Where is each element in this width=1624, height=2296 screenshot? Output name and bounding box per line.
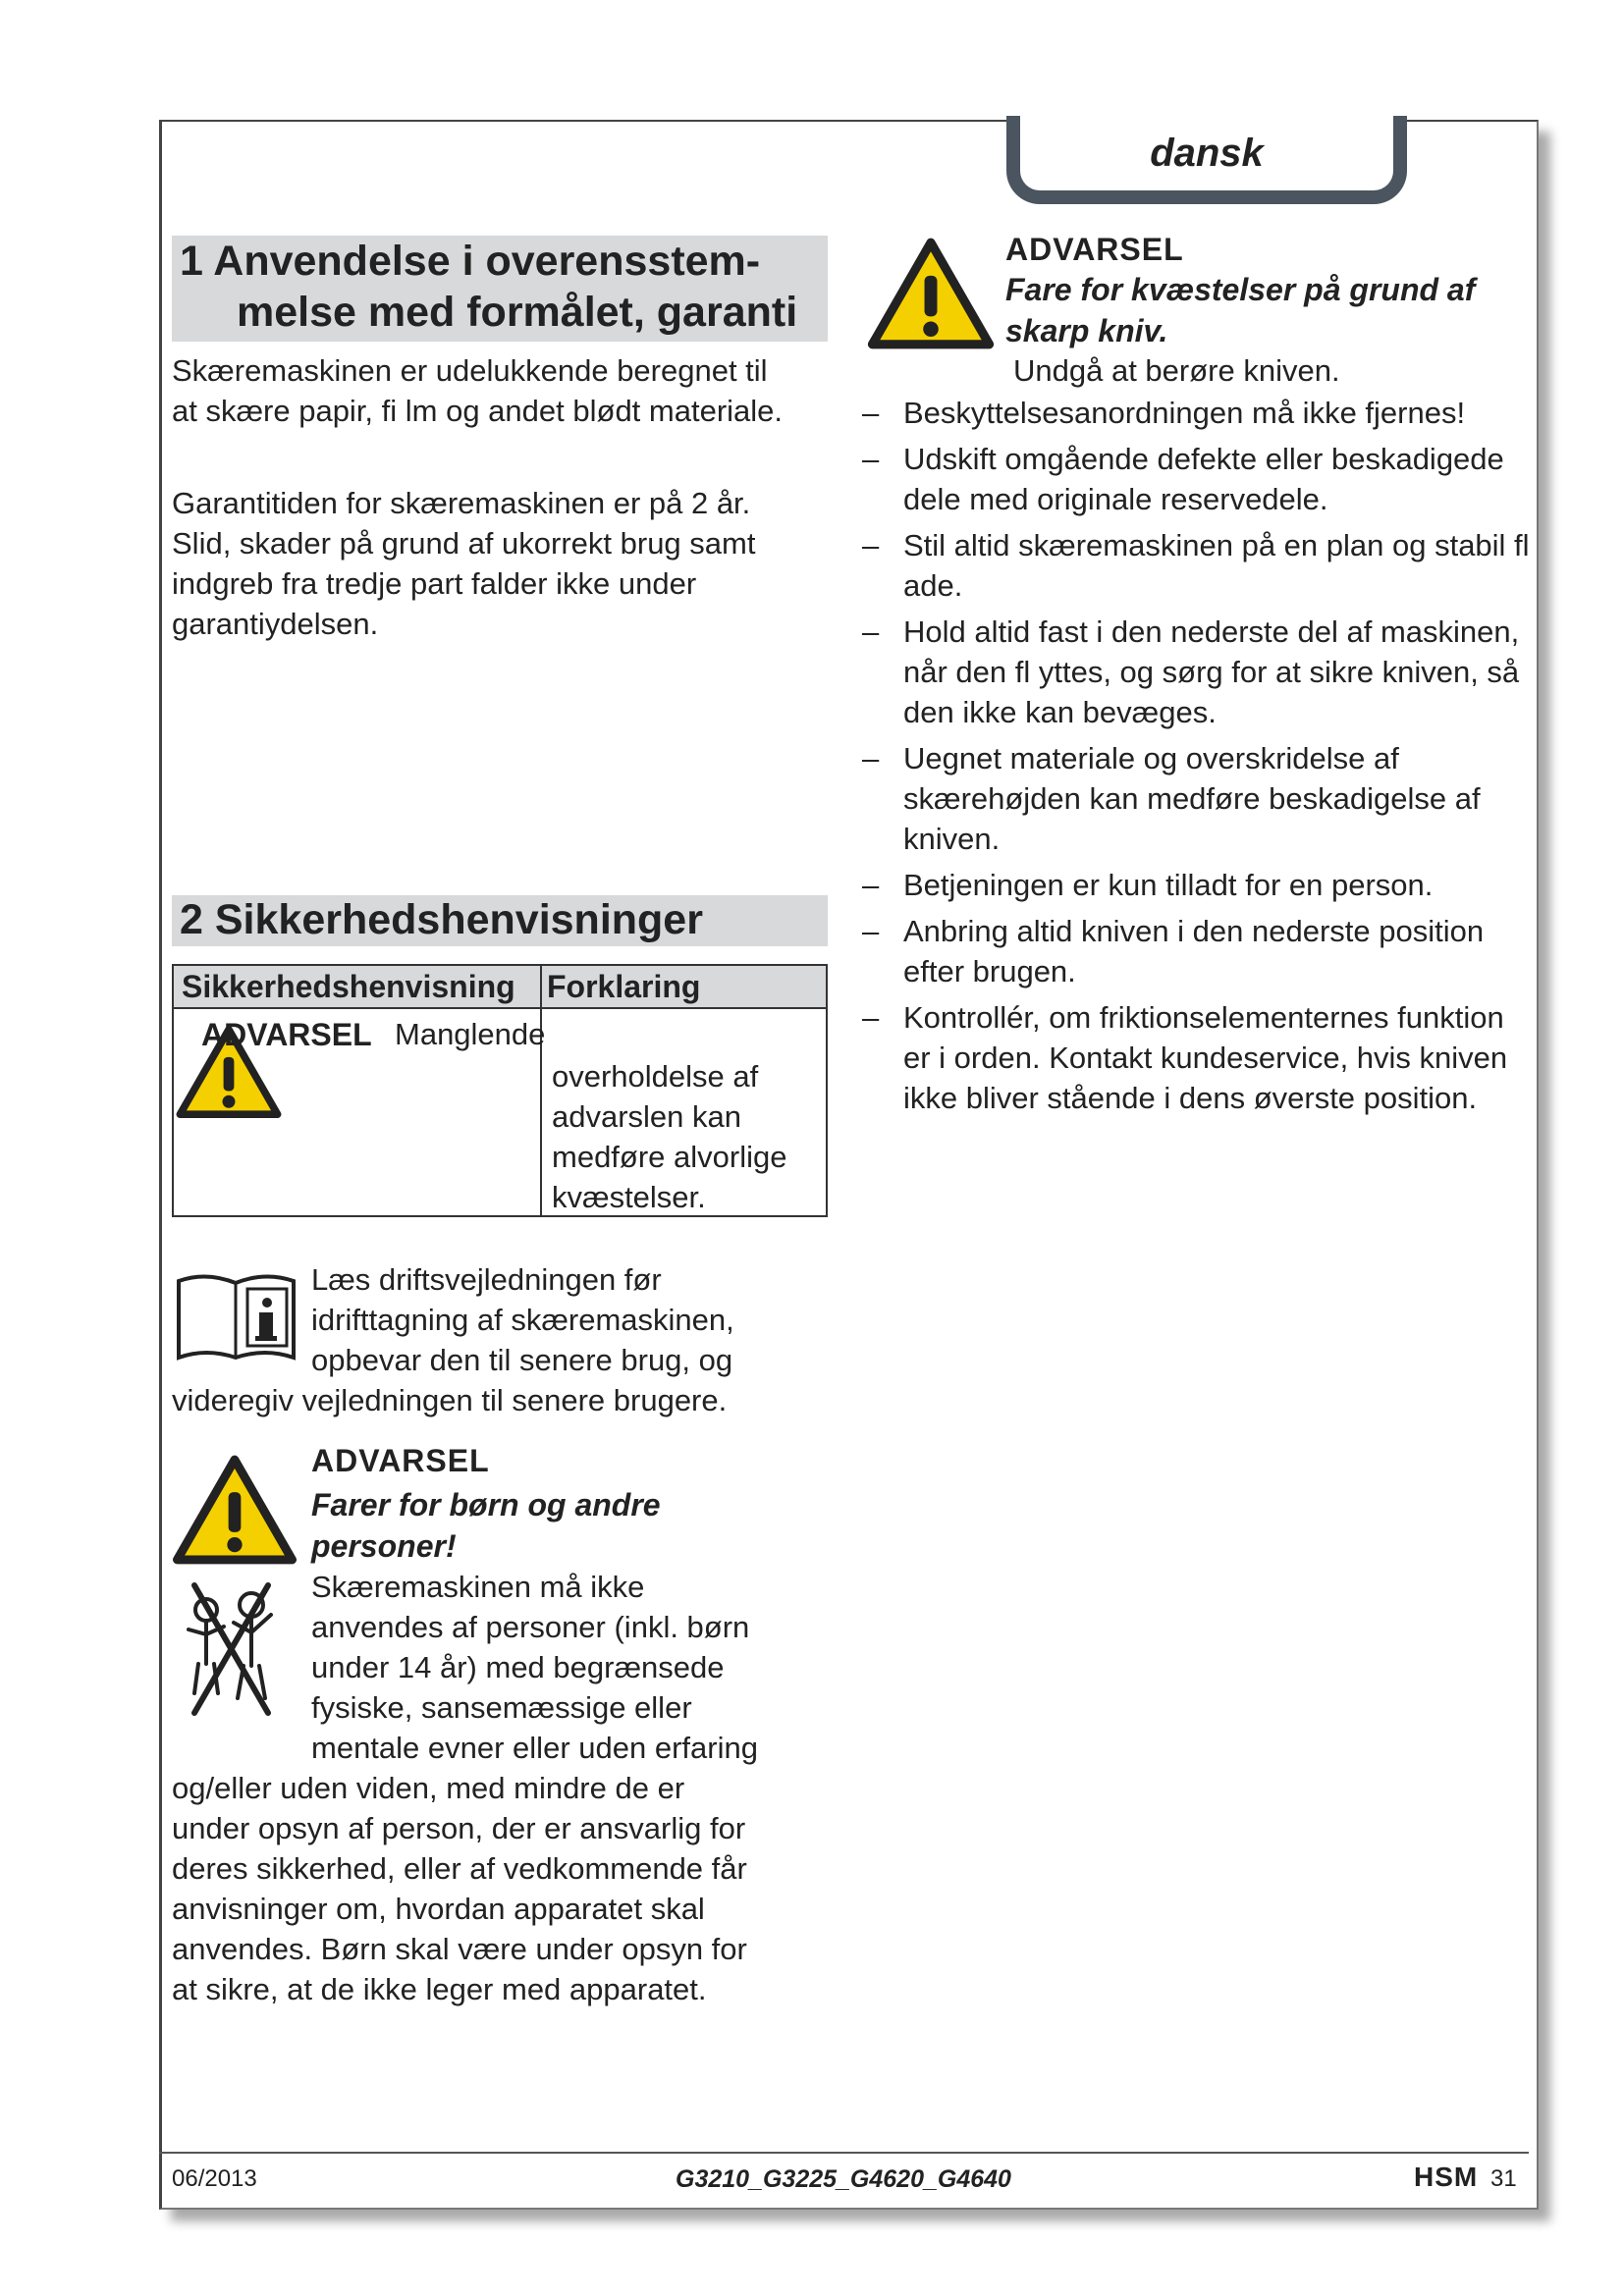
- list-item: [862, 738, 1530, 859]
- table-row-label: ADVARSEL: [201, 1017, 372, 1052]
- manual-info-icon: [175, 1271, 298, 1362]
- knife-warning-text: Undgå at berøre kniven.: [1013, 353, 1340, 388]
- list-item-text: Betjeningen er kun tilladt for en person.: [903, 868, 1434, 902]
- text-line: Skæremaskinen er udelukkende beregnet til: [172, 353, 768, 388]
- list-item-text: Udskift omgående defekte eller beskadigede dele med originale reservedele.: [903, 442, 1504, 516]
- table-header-col1: Sikkerhedshenvisning: [182, 969, 515, 1004]
- section2-title: 2 Sikkerhedshenvisninger: [180, 896, 703, 943]
- language-tab: [1006, 116, 1407, 204]
- dash: –: [862, 528, 880, 562]
- safety-bullet-list: [862, 393, 1530, 1124]
- safety-table: [172, 964, 828, 1217]
- list-item: [862, 997, 1530, 1118]
- list-item: [862, 525, 1530, 606]
- children-warning-text-indented: [311, 1567, 758, 1768]
- list-item: [862, 612, 1530, 732]
- text-line: advarslen kan: [552, 1099, 742, 1134]
- text-line: Læs driftsvejledningen før: [311, 1262, 662, 1297]
- text-line: mentale evner eller uden erfaring: [311, 1731, 758, 1765]
- list-item-text: Hold altid fast i den nederste del af maskinen, når den fl yttes, og sørg for at sikre kniven, så den ikke kan bevæges.: [903, 614, 1520, 729]
- text-line: opbevar den til senere brug, og: [311, 1343, 733, 1377]
- list-item: [862, 911, 1530, 991]
- section1-title-line1: 1 Anvendelse i overensstem-: [180, 238, 761, 285]
- list-item-text: Kontrollér, om friktionselementernes funktion er i orden. Kontakt kundeservice, hvis kniven ikke bliver stående i dens øverste position.: [903, 1000, 1508, 1115]
- text-line: kvæstelser.: [552, 1180, 706, 1214]
- text-line: garantiydelsen.: [172, 607, 379, 641]
- footer-brand-logo: HSM: [1414, 2162, 1479, 2192]
- text-line: og/eller uden viden, med mindre de er: [172, 1771, 685, 1805]
- text-line: anvisninger om, hvordan apparatet skal: [172, 1892, 705, 1926]
- text-line: Garantitiden for skæremaskinen er på 2 år.: [172, 486, 751, 520]
- info-text-indented: [311, 1259, 734, 1380]
- no-children-icon: [175, 1575, 288, 1718]
- dash: –: [862, 741, 880, 775]
- text-line: personer!: [311, 1528, 457, 1564]
- children-warning-subtitle: [311, 1484, 661, 1567]
- knife-warning-subtitle: [1005, 269, 1475, 351]
- text-line: at skære papir, fi lm og andet blødt materiale.: [172, 394, 784, 428]
- warning-triangle-icon: [172, 1455, 298, 1565]
- table-row-explanation: [552, 1056, 786, 1217]
- list-item-text: Beskyttelsesanordningen må ikke fjernes!: [903, 396, 1466, 430]
- text-line: overholdelse af: [552, 1059, 759, 1094]
- text-line: indgreb fra tredje part falder ikke under: [172, 566, 697, 601]
- text-line: Fare for kvæstelser på grund af: [1005, 272, 1476, 307]
- section1-heading: [172, 236, 828, 342]
- text-line: Farer for børn og andre: [311, 1487, 661, 1522]
- list-item: [862, 439, 1530, 519]
- dash: –: [862, 914, 880, 948]
- section1-para1: [172, 350, 783, 431]
- text-line: deres sikkerhed, eller af vedkommende får: [172, 1851, 747, 1886]
- text-line: idrifttagning af skæremaskinen,: [311, 1303, 734, 1337]
- list-item-text: Uegnet materiale og overskridelse af skærehøjden kan medføre beskadigelse af kniven.: [903, 741, 1481, 856]
- text-line: medføre alvorlige: [552, 1140, 787, 1174]
- table-row-text-start: Manglende: [395, 1017, 546, 1051]
- language-label: dansk: [1150, 131, 1264, 175]
- warning-triangle-icon: [867, 238, 995, 349]
- text-line: videregiv vejledningen til senere brugere.: [172, 1383, 728, 1417]
- dash: –: [862, 614, 880, 649]
- footer-models: G3210_G3225_G4620_G4640: [676, 2165, 1011, 2193]
- children-warning-text-full: [172, 1768, 747, 2009]
- text-line: anvendes af personer (inkl. børn: [311, 1610, 750, 1644]
- table-header-col2: Forklaring: [547, 969, 701, 1004]
- list-item-text: Stil altid skæremaskinen på en plan og stabil fl ade.: [903, 528, 1530, 603]
- list-item: [862, 393, 1530, 433]
- info-text-full: [172, 1380, 727, 1420]
- text-line: at sikre, at de ikke leger med apparatet.: [172, 1972, 707, 2006]
- text-line: Skæremaskinen må ikke: [311, 1570, 645, 1604]
- footer-date: 06/2013: [172, 2165, 257, 2192]
- dash: –: [862, 442, 880, 476]
- text-line: anvendes. Børn skal være under opsyn for: [172, 1932, 747, 1966]
- footer-divider: [159, 2152, 1529, 2154]
- children-warning-label: ADVARSEL: [311, 1443, 490, 1478]
- list-item: [862, 865, 1530, 905]
- text-line: skarp kniv.: [1005, 313, 1168, 348]
- knife-warning-label: ADVARSEL: [1005, 232, 1184, 267]
- section1-para2: [172, 483, 755, 644]
- section2-heading: [172, 895, 828, 946]
- dash: –: [862, 1000, 880, 1035]
- text-line: Slid, skader på grund af ukorrekt brug samt: [172, 526, 756, 561]
- dash: –: [862, 868, 880, 902]
- text-line: under opsyn af person, der er ansvarlig for: [172, 1811, 746, 1845]
- table-divider: [540, 966, 542, 1215]
- section1-title-line2: melse med formålet, garanti: [237, 289, 798, 336]
- list-item-text: Anbring altid kniven i den nederste position efter brugen.: [903, 914, 1485, 988]
- footer-page-number: 31: [1490, 2165, 1517, 2192]
- dash: –: [862, 396, 880, 430]
- text-line: under 14 år) med begrænsede: [311, 1650, 725, 1684]
- text-line: fysiske, sansemæssige eller: [311, 1690, 692, 1725]
